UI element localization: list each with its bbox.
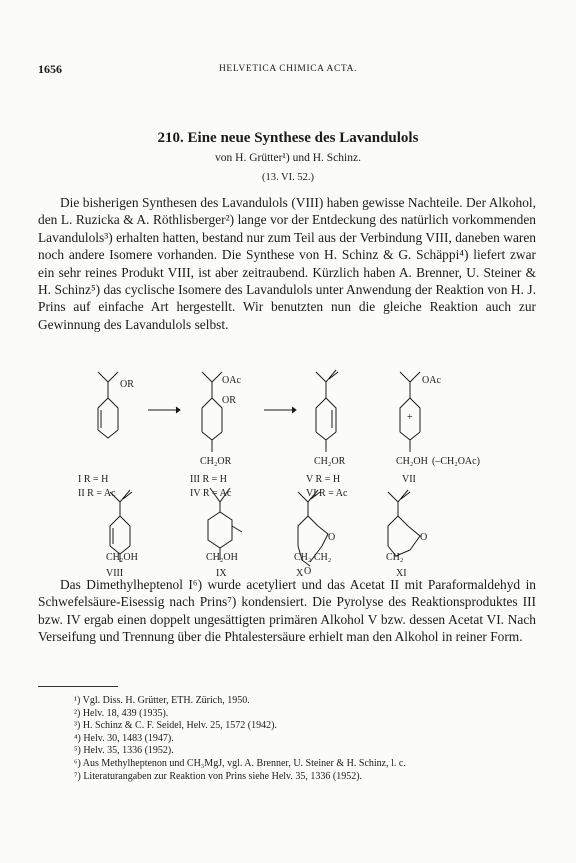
footnote: ²) Helv. 18, 439 (1935). — [74, 707, 169, 719]
synthesis-paragraph: Das Dimethylheptenol I⁶) wurde acetyliert und das Acetat II mit Paraformaldehyd in Schwefelsäure-Eisessig nach Prins⁷) kondensiert. Die Pyrolyse des Reaktionsproduktes III bzw. IV ergab einen doppelt ungesättigten primären Alkohol V bzw. dessen Acetat VI. Nach Verseifung und Trennung über die Phtalestersäure erhielt man den Alkohol in reiner Form. — [38, 577, 536, 645]
s4-plus: + — [407, 412, 413, 423]
s4-alt: (–CH₂OAc) — [432, 456, 480, 467]
article-title: 210. Eine neue Synthese des Lavandulols — [157, 130, 419, 146]
structure-iii-iv — [202, 372, 222, 452]
label-c3b: VI R = Ac — [306, 488, 348, 499]
s-x-o2: O — [304, 566, 312, 577]
s4-sub: CH₂OH — [396, 456, 428, 467]
s-xi-sub: CH₂ — [386, 552, 404, 563]
s1-group: OR — [120, 379, 134, 390]
article-date: (13. VI. 52.) — [261, 172, 314, 183]
footnote-separator — [38, 686, 118, 687]
structure-v-vi — [316, 370, 338, 452]
article-authors: von H. Grütter¹) und H. Schinz. — [215, 152, 361, 164]
footnote: ⁵) Helv. 35, 1336 (1952). — [74, 745, 174, 757]
footnote: ¹) Vgl. Diss. H. Grütter, ETH. Zürich, 1950. — [74, 695, 250, 706]
structure-xi — [388, 490, 420, 556]
intro-paragraph: Die bisherigen Synthesen des Lavandulols (VIII) haben gewisse Nachteile. Der Alkohol, den L. Ruzicka & A. Röthlisberger²) lange vor der Entdeckung des natürlich vorkommenden Lavandulols³) erhalten hatten, bestand nur zum Teil aus der Verbindung VIII, daneben waren noch andere Isomere vorhanden. Die Synthese von H. Schinz & G. Schäppi⁴) liefert zwar ein sehr reines Produkt VIII, ist aber zeitraubend. Kürzlich haben A. Brenner, U. Steiner & H. Schinz⁵) das cyclische Isomere des Lavandulols unter Anwendung der Reaktion von H. J. Prins auf einfache Art hergestellt. Wir benutzten nun die gleiche Reaktion auch zur Gewinnung des Lavandulols selbst. — [38, 195, 536, 332]
label-c1b: II R = Ac — [78, 488, 116, 499]
journal-header: HELVETICA CHIMICA ACTA. — [218, 64, 358, 74]
structure-i-ii — [98, 372, 118, 438]
s-viii-sub: CH₂OH — [106, 552, 138, 563]
label-c4: VII — [402, 474, 416, 485]
label-viii: VIII — [106, 568, 124, 579]
label-xi: XI — [396, 568, 407, 579]
s-x-sub: CH₂ CH₂ — [294, 552, 332, 563]
footnote: ⁶) Aus Methylheptenon und CH₃MgJ, vgl. A. Brenner, U. Steiner & H. Schinz, l. c. — [74, 757, 406, 769]
s2-group2: OR — [222, 395, 236, 406]
footnote: ⁴) Helv. 30, 1483 (1947). — [74, 732, 174, 744]
footnote: ⁷) Literaturangaben zur Reaktion von Prins siehe Helv. 35, 1336 (1952). — [74, 770, 363, 782]
label-x: X — [296, 568, 304, 579]
label-ix: IX — [216, 568, 227, 579]
s3-sub: CH₂OR — [314, 456, 346, 467]
s-xi-o: O — [420, 532, 428, 543]
s-ix-sub: CH₂OH — [206, 552, 238, 563]
s2-group1: OAc — [222, 375, 241, 386]
footnote: ³) H. Schinz & C. F. Seidel, Helv. 25, 1572 (1942). — [74, 720, 277, 732]
footnotes — [74, 695, 544, 783]
label-c2b: IV R = Ac — [190, 488, 232, 499]
label-c3a: V R = H — [306, 474, 341, 485]
reaction-scheme — [70, 360, 530, 580]
page-number: 1656 — [38, 62, 62, 76]
s-x-o1: O — [328, 532, 336, 543]
label-c1a: I R = H — [78, 474, 109, 485]
label-c2a: III R = H — [190, 474, 228, 485]
s4-group: OAc — [422, 375, 441, 386]
s2-sub: CH₂OR — [200, 456, 232, 467]
